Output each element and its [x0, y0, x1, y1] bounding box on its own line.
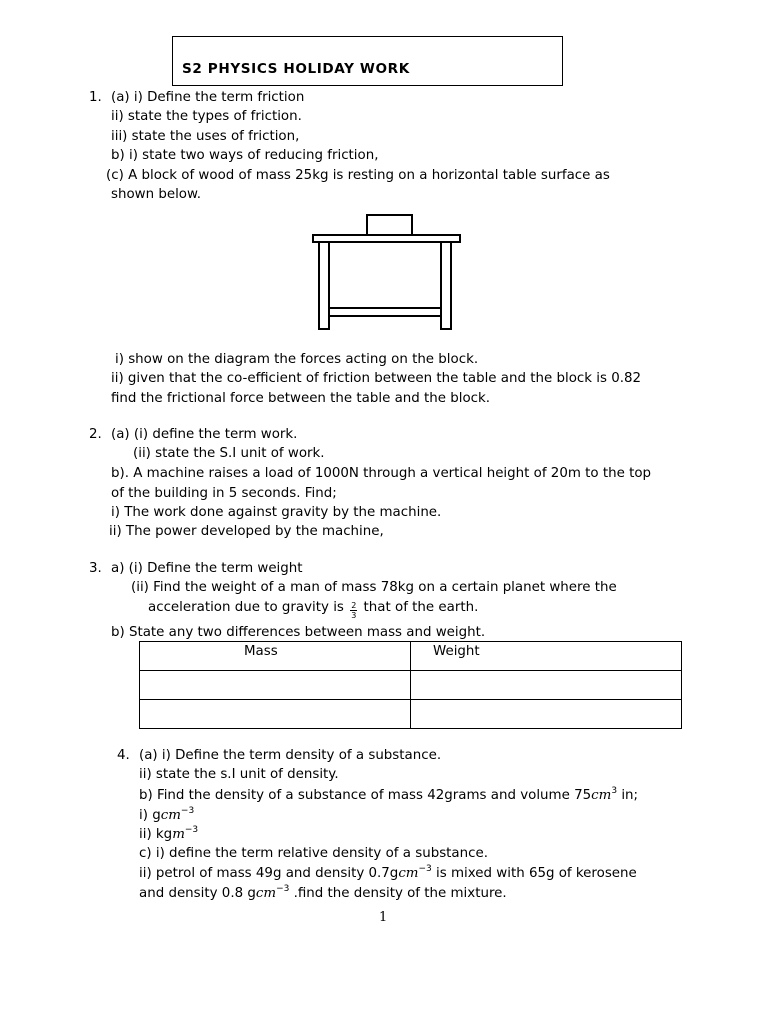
q1-c-line1: (c) A block of wood of mass 25kg is resting on a horizontal table surface as	[106, 168, 610, 183]
mass-weight-table	[139, 641, 682, 729]
table-cell-mass	[140, 700, 411, 729]
table-header-mass: Mass	[140, 642, 411, 671]
q4-b-i: i) gcm$^{-3}$	[139, 806, 195, 823]
q4-b-ii: ii) kgm$^{-3}$	[139, 825, 199, 842]
q1-c-i: i) show on the diagram the forces acting on the block.	[115, 352, 479, 367]
q4-b: b) Find the density of a substance of mass 42grams and volume $75cm^3$ in;	[139, 786, 639, 803]
table-crossbar	[329, 308, 441, 316]
q2-b-line1: b). A machine raises a load of 1000N through a vertical height of 20m to the top	[111, 466, 652, 481]
table-cell-mass	[140, 671, 411, 700]
q1-c-ii-line2: find the frictional force between the table and the block.	[111, 391, 491, 406]
q2-a-i: (a) (i) define the term work.	[111, 427, 298, 442]
q3-b: b) State any two differences between mass and weight.	[111, 625, 486, 640]
q1-c-line2: shown below.	[111, 187, 201, 202]
two-thirds-fraction	[350, 601, 357, 620]
q4-c-ii-line1: ii) petrol of mass 49g and density 0.7gcm$^{-3}$ is mixed with 65g of kerosene	[139, 864, 637, 881]
q3-a-ii-text-b: that of the earth.	[363, 600, 479, 615]
q4-number: 4.	[117, 748, 130, 763]
q4-a-ii: ii) state the s.I unit of density.	[139, 767, 339, 782]
q1-number: 1.	[89, 90, 102, 105]
page-title: S2 PHYSICS HOLIDAY WORK	[182, 61, 410, 77]
q2-number: 2.	[89, 427, 102, 442]
q1-a-ii: ii) state the types of friction.	[111, 109, 302, 124]
table-leg-right	[441, 242, 451, 329]
q1-a-i: (a) i) Define the term friction	[111, 90, 305, 105]
wood-block	[367, 215, 412, 235]
q2-b-i: i) The work done against gravity by the machine.	[111, 505, 442, 520]
fraction-numerator: 2	[351, 601, 357, 610]
table-cell-weight	[411, 671, 682, 700]
table-header-weight: Weight	[411, 642, 682, 671]
table-row	[140, 700, 682, 729]
q3-a-ii-line1: (ii) Find the weight of a man of mass 78kg on a certain planet where the	[131, 580, 617, 595]
table-top	[313, 235, 460, 242]
q4-a-i: (a) i) Define the term density of a substance.	[139, 748, 442, 763]
table-cell-weight	[411, 700, 682, 729]
table-header-row	[140, 642, 682, 671]
q1-c-ii-line1: ii) given that the co-efficient of friction between the table and the block is 0.82	[111, 371, 642, 386]
page-number: 1	[379, 910, 388, 925]
q4-c-ii-line2: and density 0.8 gcm$^{-3}$ .find the density of the mixture.	[139, 884, 507, 901]
q1-b-i: b) i) state two ways of reducing friction,	[111, 148, 379, 163]
q3-number: 3.	[89, 561, 102, 576]
q3-a-i: a) (i) Define the term weight	[111, 561, 303, 576]
q2-b-ii: ii) The power developed by the machine,	[109, 524, 384, 539]
table-leg-left	[319, 242, 329, 329]
table-row	[140, 671, 682, 700]
q2-b-line2: of the building in 5 seconds. Find;	[111, 486, 337, 501]
table-with-block-diagram	[310, 212, 464, 334]
q3-a-ii-text-a: acceleration due to gravity is	[148, 600, 344, 615]
fraction-denominator: 3	[351, 611, 357, 620]
q4-c-i: c) i) define the term relative density of a substance.	[139, 846, 488, 861]
q2-a-ii: (ii) state the S.I unit of work.	[133, 446, 325, 461]
q3-a-ii-line2	[148, 598, 478, 620]
q1-a-iii: iii) state the uses of friction,	[111, 129, 300, 144]
